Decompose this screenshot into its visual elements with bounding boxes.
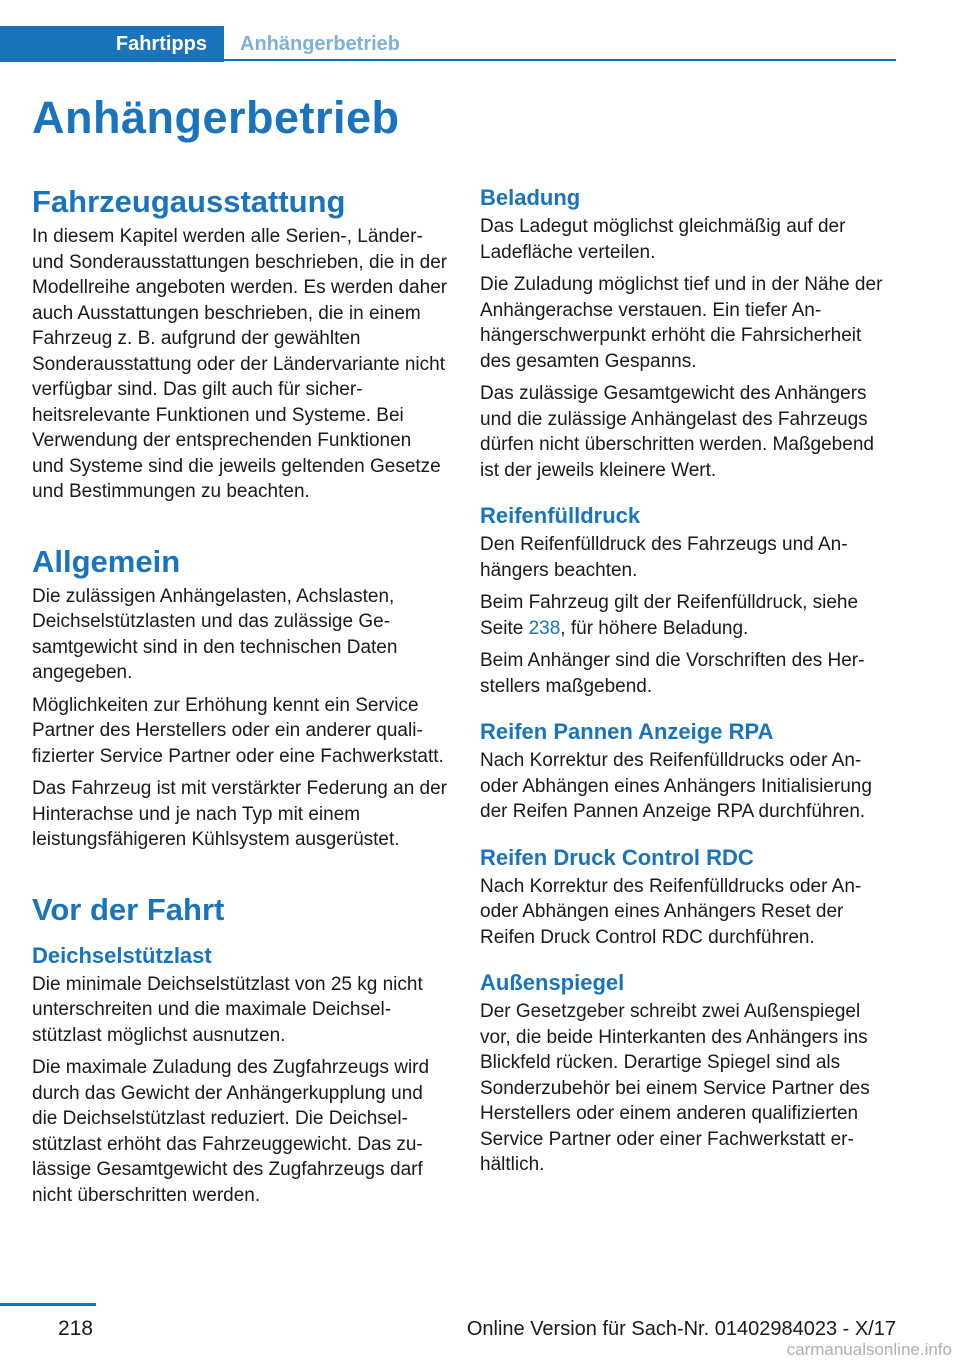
- page-number: 218: [58, 1317, 94, 1340]
- tab-fahrtipps[interactable]: Fahrtipps: [0, 26, 224, 62]
- page-link-238[interactable]: 238: [528, 617, 561, 639]
- subsection-title-rdc: Reifen Druck Control RDC: [480, 844, 754, 870]
- subsection-title-aussenspiegel: Außenspiegel: [480, 970, 625, 995]
- section-title-allgemein: Allgemein: [32, 543, 181, 579]
- right-column: [480, 184, 896, 1185]
- subsection-title-beladung: Beladung: [480, 185, 581, 210]
- paragraph: Der Gesetzgeber schreibt zwei Außenspiegel vor, die beide Hinterkanten des Anhängers ins Blickfeld rücken. Derartige Spiegel sind als Sonderzubehör bei einem Service Partner des Herstellers oder einem anderen qualifizierten Service Partner oder einer Fachwerkstatt erhältlich.: [480, 1001, 870, 1175]
- paragraph: Möglichkeiten zur Erhöhung kennt ein Service Partner des Herstellers oder ein anderer qualifizierter Service Partner oder eine Fachwerkstatt.: [32, 694, 444, 767]
- text: Beim Fahrzeug gilt der Reifenfülldruck, siehe Seite: [480, 592, 859, 639]
- watermark: carmanualsonline.info: [786, 1340, 952, 1359]
- left-column: [32, 184, 448, 1215]
- paragraph-with-link: [480, 590, 896, 641]
- paragraph: Nach Korrektur des Reifenfülldrucks oder An- oder Abhängen eines Anhängers Initialisierung der Reifen Pannen Anzeige RPA durchführen.: [480, 750, 872, 822]
- paragraph: Nach Korrektur des Reifenfülldrucks oder An- oder Abhängen eines Anhängers Reset der Reifen Druck Control RDC durchführen.: [480, 875, 862, 948]
- paragraph: Das zulässige Gesamtgewicht des Anhängers und die zulässige Anhängelast des Fahrzeugs dürfen nicht überschritten werden. Maßgebend ist der jeweils kleinere Wert.: [480, 383, 874, 481]
- section-title-vor-der-fahrt: Vor der Fahrt: [32, 891, 225, 927]
- tab-anhaengerbetrieb[interactable]: Anhängerbetrieb: [240, 32, 401, 55]
- online-version-text: Online Version für Sach-Nr. 01402984023 - X/17: [466, 1318, 896, 1340]
- paragraph: Das Fahrzeug ist mit verstärkter Federung an der Hinterachse und je nach Typ mit einem leistungsfähigeren Kühlsystem ausgerüstet.: [32, 778, 448, 850]
- paragraph: Das Ladegut möglichst gleichmäßig auf der Ladefläche verteilen.: [480, 216, 846, 263]
- section-title-fahrzeugausstattung: Fahrzeugausstattung: [32, 184, 346, 219]
- text: , für höhere Beladung.: [560, 617, 749, 639]
- paragraph: Die zulässigen Anhängelasten, Achslasten, Deichselstützlasten und das zulässige Gesamtgewicht sind in den technischen Daten angegeben.: [32, 585, 398, 683]
- chapter-title: Anhängerbetrieb: [32, 92, 400, 143]
- subsection-title-rpa: Reifen Pannen Anzeige RPA: [480, 719, 774, 744]
- paragraph: Die Zuladung möglichst tief und in der Nähe der Anhängerachse verstauen. Ein tiefer Anhängerschwerpunkt erhöht die Fahrsicherheit des gesamten Gespanns.: [480, 274, 883, 372]
- subsection-title-reifenfuelldruck: Reifenfülldruck: [480, 503, 641, 528]
- paragraph: In diesem Kapitel werden alle Serien-, Länder- und Sonderausstattungen beschrieben, die in der Modellreihe angeboten werden. Es werden daher auch Ausstattungen beschrieben, die in einem Fahrzeug z. B. aufgrund der gewählten Sonderausstattung oder der Ländervariante nicht verfügbar sind. Das gilt auch für sicherheitsrelevante Funktionen und Systeme. Bei Verwendung der entsprechenden Funktionen und Systeme sind die jeweils geltenden Gesetze und Bestimmungen zu beachten.: [32, 226, 448, 502]
- footer-line: [0, 1303, 96, 1306]
- paragraph: Den Reifenfülldruck des Fahrzeugs und Anhängers beachten.: [480, 534, 848, 581]
- tab-underline: [224, 59, 896, 61]
- paragraph: Die maximale Zuladung des Zugfahrzeugs wird durch das Gewicht der Anhängerkupplung und die Deichselstützlast reduziert. Die Deichselstützlast erhöht das Fahrzeuggewicht. Das zulässige Gesamtgewicht des Zugfahrzeugs darf nicht überschritten werden.: [32, 1057, 430, 1206]
- paragraph: Die minimale Deichselstützlast von 25 kg nicht unterschreiten und die maximale Deichselstützlast möglichst ausnutzen.: [32, 973, 423, 1046]
- header-tabbar: [0, 26, 896, 62]
- subsection-title-deichselstuetzlast: Deichselstützlast: [32, 942, 212, 968]
- paragraph: Beim Anhänger sind die Vorschriften des Herstellers maßgebend.: [480, 650, 865, 697]
